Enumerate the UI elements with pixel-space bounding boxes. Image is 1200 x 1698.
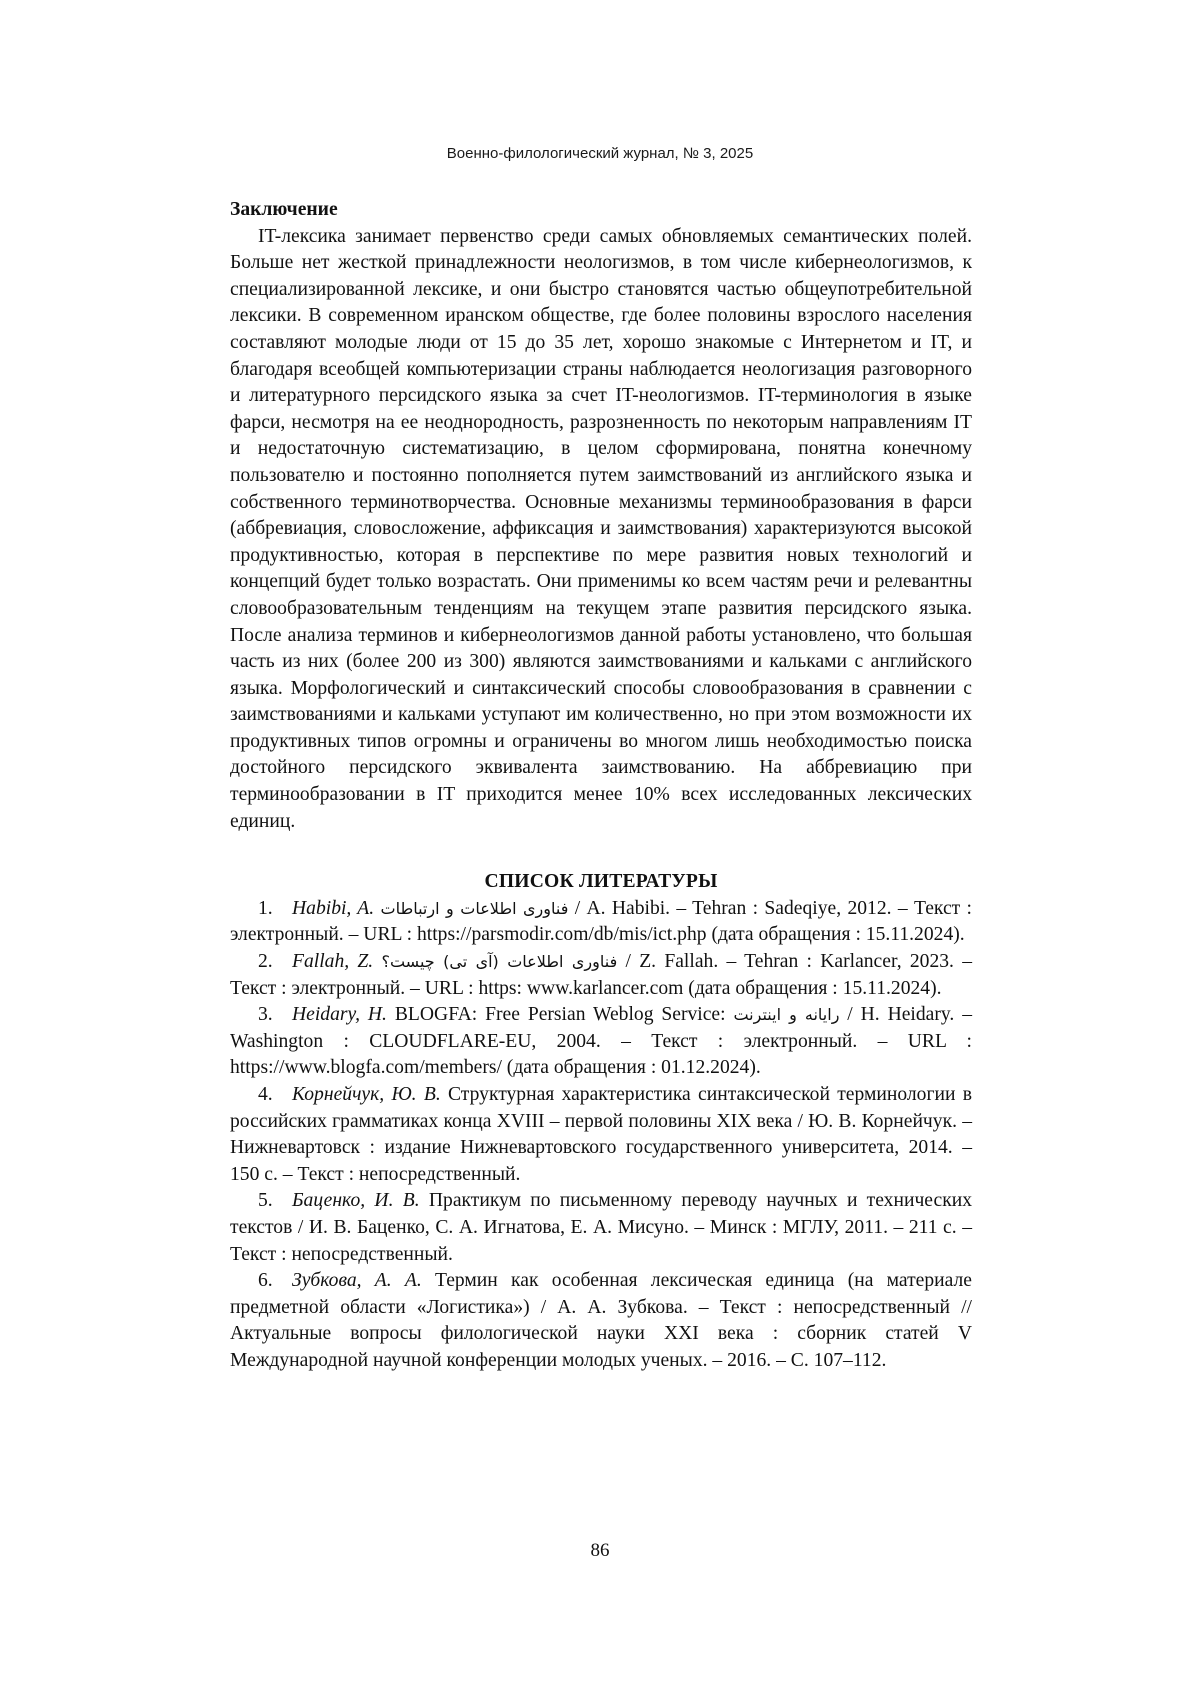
running-header: Военно-филологический журнал, № 3, 2025 [446,145,754,162]
reference-author: Fallah, Z. [292,951,374,973]
reference-author: Корнейчук, Ю. В. [292,1084,441,1105]
page-number: 86 [590,1540,610,1561]
references-title: СПИСОК ЛИТЕРАТУРЫ [484,871,718,893]
reference-details: Термин как особенная лексическая единица (на материале предметной области «Логистика») / А. А. Зубкова. – Текст : непосредственный // Актуальные вопросы филологической науки XXI века : сборник статей V Международной научной конференции молодых ученых. – 2016. – С. 107–112. [230,1270,972,1371]
reference-title: BLOGFA: Free Persian Weblog Service: [386,1004,734,1026]
reference-item-1 [230,896,972,949]
reference-author: Баценко, И. В. [292,1190,420,1212]
reference-author: Heidary, H. [292,1004,387,1026]
reference-number: 3. [258,1004,273,1026]
reference-persian-title: فناوری اطلاعات (آی تی) چیست؟ [381,952,618,972]
reference-persian-title: رایانه و اینترنت [733,1005,840,1025]
reference-details: / A. Habibi. – Tehran : Sadeqiye, 2012. – Текст : электронный. – URL : https://parsmodir.com/db/mis/ict.php (дата обращения : 15.11.2024). [230,897,972,946]
conclusion-paragraph: IT-лексика занимает первенство среди самых обновляемых семантических полей. Больше нет жесткой принадлежности неологизмов, в том числе кибернеологизмов, к специализированной лексике, и они быстро становятся частью общеупотребительной лексики. В современном иранском обществе, где более половины взрослого населения составляют молодые люди от 15 до 35 лет, хорошо знакомые с Интернетом и IT, и благодаря всеобщей компьютеризации страны наблюдается неологизация разговорного и литературного персидского языка за счет IT-неологизмов. IT-терминология в языке фарси, несмотря на ее неоднородность, разрозненность по некоторым направлениям IT и недостаточную систематизацию, в целом сформирована, понятна конечному пользователю и постоянно пополняется путем заимствований из английского языка и собственного терминотворчества. Основные механизмы терминообразования в фарси (аббревиация, словосложение, аффиксация и заимствования) характеризуются высокой продуктивностью, которая в перспективе по мере развития новых технологий и концепций будет только возрастать. Они применимы ко всем частям речи и релевантны словообразовательным тенденциям на текущем этапе развития персидского языка. После анализа терминов и кибернеологизмов данной работы установлено, что большая часть из них (более 200 из 300) являются заимствованиями и кальками с английского языка. Морфологический и синтаксический способы словообразования в сравнении с заимствованиями и кальками уступают им количественно, но при этом возможности их продуктивных типов огромны и ограничены во многом лишь необходимостью поиска достойного персидского эквивалента заимствованию. На аббревиацию при терминообразовании в IT приходится менее 10% всех исследованных лексических единиц. [230,225,972,832]
reference-details: / H. Heidary. – Washington : CLOUDFLARE-EU, 2004. – Текст : электронный. – URL : https://www.blogfa.com/members/ (дата обращения : 01.12.2024). [230,1004,972,1079]
reference-number: 4. [258,1084,273,1105]
reference-number: 1. [258,897,273,919]
reference-author: Зубкова, А. А. [292,1270,422,1292]
reference-author: Habibi, A. [292,897,375,919]
reference-item-6 [230,1268,972,1374]
reference-persian-title: فناوری اطلاعات و ارتباطات [380,898,569,918]
reference-details: / Z. Fallah. – Tehran : Karlancer, 2023. – Текст : электронный. – URL : https: www.karlancer.com (дата обращения : 15.11.2024). [230,951,972,999]
reference-number: 5. [258,1190,273,1212]
reference-item-2 [230,949,972,1002]
main-content [230,197,972,1375]
reference-item-3 [230,1002,972,1082]
conclusion-title: Заключение [230,199,338,220]
reference-details: Практикум по письменному переводу научных и технических текстов / И. В. Баценко, С. А. Игнатова, Е. А. Мисуно. – Минск : МГЛУ, 2011. – 211 с. – Текст : непосредственный. [230,1190,972,1265]
reference-item-5 [230,1188,972,1268]
reference-item-4 [230,1082,972,1188]
reference-details: Структурная характеристика синтаксической терминологии в российских грамматиках конца XVIII – первой половины XIX века / Ю. В. Корнейчук. – Нижневартовск : издание Нижневартовского государственного университета, 2014. – 150 с. – Текст : непосредственный. [230,1084,972,1185]
reference-number: 2. [258,951,273,973]
reference-number: 6. [258,1270,273,1292]
